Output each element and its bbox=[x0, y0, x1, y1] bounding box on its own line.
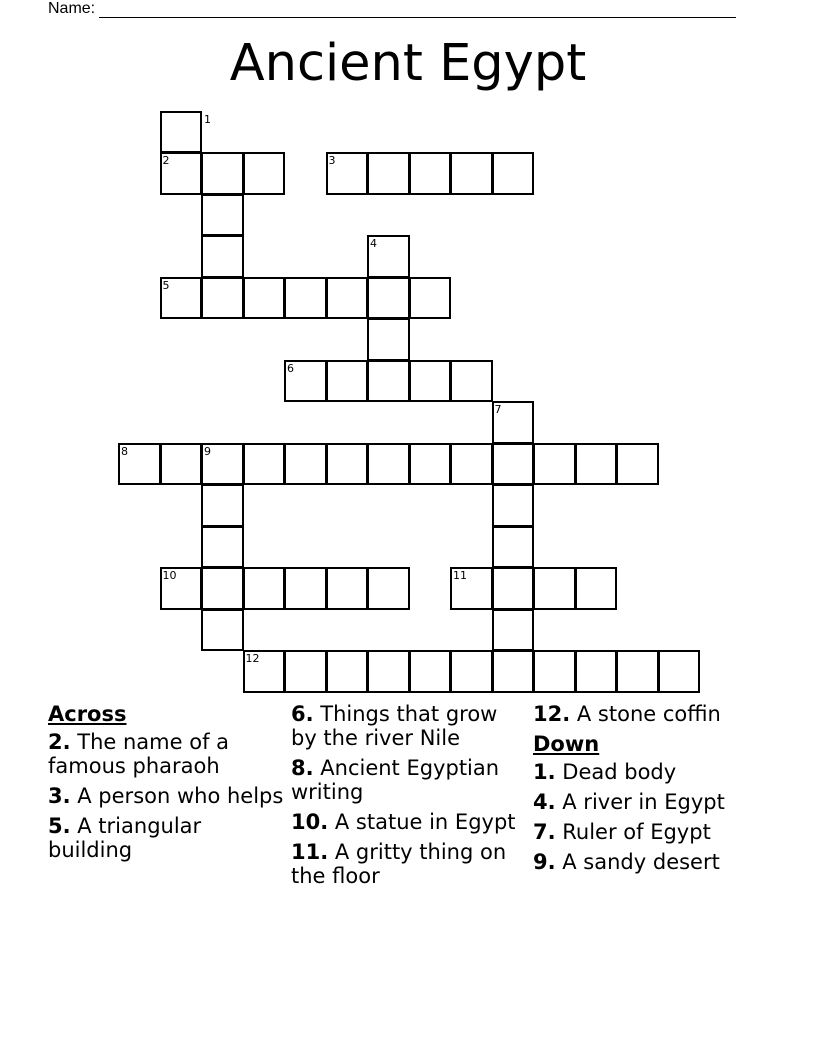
crossword-cell[interactable] bbox=[492, 609, 535, 652]
clue-text: A sandy desert bbox=[555, 850, 720, 874]
crossword-cell[interactable] bbox=[658, 650, 701, 693]
crossword-cell[interactable] bbox=[201, 609, 244, 652]
clue-number-label: 6. bbox=[291, 702, 314, 726]
clue-column-1 bbox=[48, 702, 284, 868]
crossword-cell[interactable] bbox=[409, 360, 452, 403]
clue-number: 1 bbox=[204, 112, 211, 126]
clue-number: 7 bbox=[494, 403, 502, 416]
clue-text: Things that grow by the river Nile bbox=[291, 702, 498, 750]
clue-number-label: 10. bbox=[291, 810, 329, 834]
clue-number-label: 12. bbox=[533, 702, 571, 726]
clue-number-label: 5. bbox=[48, 814, 71, 838]
crossword-cell[interactable] bbox=[616, 443, 659, 486]
crossword-cell[interactable] bbox=[201, 567, 244, 610]
crossword-cell[interactable] bbox=[367, 318, 410, 361]
crossword-cell[interactable] bbox=[409, 650, 452, 693]
clue bbox=[48, 730, 284, 778]
crossword-cell[interactable] bbox=[575, 567, 618, 610]
crossword-cell[interactable] bbox=[367, 277, 410, 320]
clue-text: The name of a famous pharaoh bbox=[48, 730, 230, 778]
crossword-cell[interactable] bbox=[243, 277, 286, 320]
crossword-cell[interactable] bbox=[367, 360, 410, 403]
clue bbox=[533, 850, 769, 874]
clue-number: 10 bbox=[162, 569, 177, 582]
crossword-cell[interactable] bbox=[284, 277, 327, 320]
clue bbox=[533, 820, 769, 844]
clue bbox=[291, 840, 527, 888]
crossword-cell[interactable] bbox=[201, 484, 244, 527]
clue-number-label: 11. bbox=[291, 840, 329, 864]
clue-text: A gritty thing on the floor bbox=[291, 840, 507, 888]
crossword-cell[interactable] bbox=[450, 360, 493, 403]
clue bbox=[48, 784, 284, 808]
crossword-cell[interactable] bbox=[243, 443, 286, 486]
crossword-cell[interactable] bbox=[326, 650, 369, 693]
crossword-cell[interactable] bbox=[284, 567, 327, 610]
clue bbox=[291, 810, 527, 834]
crossword-cell[interactable] bbox=[367, 650, 410, 693]
clue bbox=[533, 790, 769, 814]
clue-section-header: Across bbox=[48, 702, 127, 726]
clue-number-label: 8. bbox=[291, 756, 314, 780]
crossword-cell[interactable] bbox=[533, 567, 576, 610]
clue-number: 6 bbox=[287, 361, 294, 375]
crossword-cell[interactable] bbox=[201, 152, 244, 195]
clue-number: 3 bbox=[328, 154, 336, 167]
crossword-cell[interactable] bbox=[160, 443, 203, 486]
crossword-cell[interactable] bbox=[492, 567, 535, 610]
clue-text: A triangular building bbox=[48, 814, 202, 862]
crossword-cell[interactable] bbox=[616, 650, 659, 693]
crossword-cell[interactable] bbox=[533, 650, 576, 693]
crossword-cell[interactable] bbox=[201, 526, 244, 569]
crossword-cell[interactable] bbox=[367, 567, 410, 610]
clue-text: A river in Egypt bbox=[555, 790, 725, 814]
clue-text: A stone coffin bbox=[570, 702, 721, 726]
clue-number-label: 9. bbox=[533, 850, 556, 874]
clue-number: 11 bbox=[453, 569, 467, 582]
clue-number-label: 4. bbox=[533, 790, 556, 814]
crossword-cell[interactable] bbox=[492, 152, 535, 195]
clue-number-label: 3. bbox=[48, 784, 71, 808]
crossword-cell[interactable] bbox=[450, 443, 493, 486]
clue-number: 5 bbox=[162, 278, 170, 292]
clue-number-label: 7. bbox=[533, 820, 556, 844]
crossword-cell[interactable] bbox=[450, 152, 493, 195]
crossword-cell[interactable] bbox=[409, 277, 452, 320]
clue-number-label: 2. bbox=[48, 730, 71, 754]
clue-text: Ruler of Egypt bbox=[555, 820, 711, 844]
clue bbox=[291, 702, 527, 750]
clue-number: 4 bbox=[370, 237, 377, 250]
clue-column-2 bbox=[291, 702, 527, 894]
crossword-cell[interactable] bbox=[492, 650, 535, 693]
clue-text: Ancient Egyptian writing bbox=[291, 756, 500, 804]
clue-column-3 bbox=[533, 702, 769, 880]
crossword-cell[interactable] bbox=[367, 152, 410, 195]
crossword-cell[interactable] bbox=[326, 567, 369, 610]
clue-number: 8 bbox=[121, 444, 128, 458]
crossword-cell[interactable] bbox=[284, 443, 327, 486]
crossword-cell[interactable] bbox=[533, 443, 576, 486]
crossword-cell[interactable] bbox=[201, 194, 244, 237]
clue-text: A person who helps bbox=[70, 784, 284, 808]
name-label: Name: bbox=[48, 0, 96, 17]
crossword-cell[interactable] bbox=[326, 443, 369, 486]
crossword-cell[interactable] bbox=[492, 484, 535, 527]
clue bbox=[48, 814, 284, 862]
crossword-cell[interactable] bbox=[243, 152, 286, 195]
clue-text: Dead body bbox=[555, 760, 677, 784]
crossword-cell[interactable] bbox=[492, 526, 535, 569]
clue-number-label: 1. bbox=[533, 760, 556, 784]
crossword-cell[interactable] bbox=[492, 443, 535, 486]
clue bbox=[291, 756, 527, 804]
clue-text: A statue in Egypt bbox=[328, 810, 516, 834]
clue-section-header: Down bbox=[533, 732, 600, 756]
clue-number: 9 bbox=[204, 444, 211, 458]
crossword-cell[interactable] bbox=[160, 111, 203, 154]
crossword-cell[interactable] bbox=[326, 360, 369, 403]
crossword-cell[interactable] bbox=[284, 650, 327, 693]
crossword-cell[interactable] bbox=[409, 152, 452, 195]
crossword-cell[interactable] bbox=[409, 443, 452, 486]
crossword-cell[interactable] bbox=[575, 443, 618, 486]
clue bbox=[533, 702, 769, 726]
clue-number: 2 bbox=[162, 154, 170, 167]
crossword-cell[interactable] bbox=[243, 567, 286, 610]
crossword-cell[interactable] bbox=[326, 277, 369, 320]
crossword-cell[interactable] bbox=[450, 650, 493, 693]
clue bbox=[533, 760, 769, 784]
clue-number: 12 bbox=[245, 652, 260, 665]
crossword-cell[interactable] bbox=[201, 235, 244, 278]
page-title: Ancient Egypt bbox=[229, 34, 587, 93]
crossword-cell[interactable] bbox=[575, 650, 618, 693]
crossword-cell[interactable] bbox=[367, 443, 410, 486]
crossword-cell[interactable] bbox=[201, 277, 244, 320]
